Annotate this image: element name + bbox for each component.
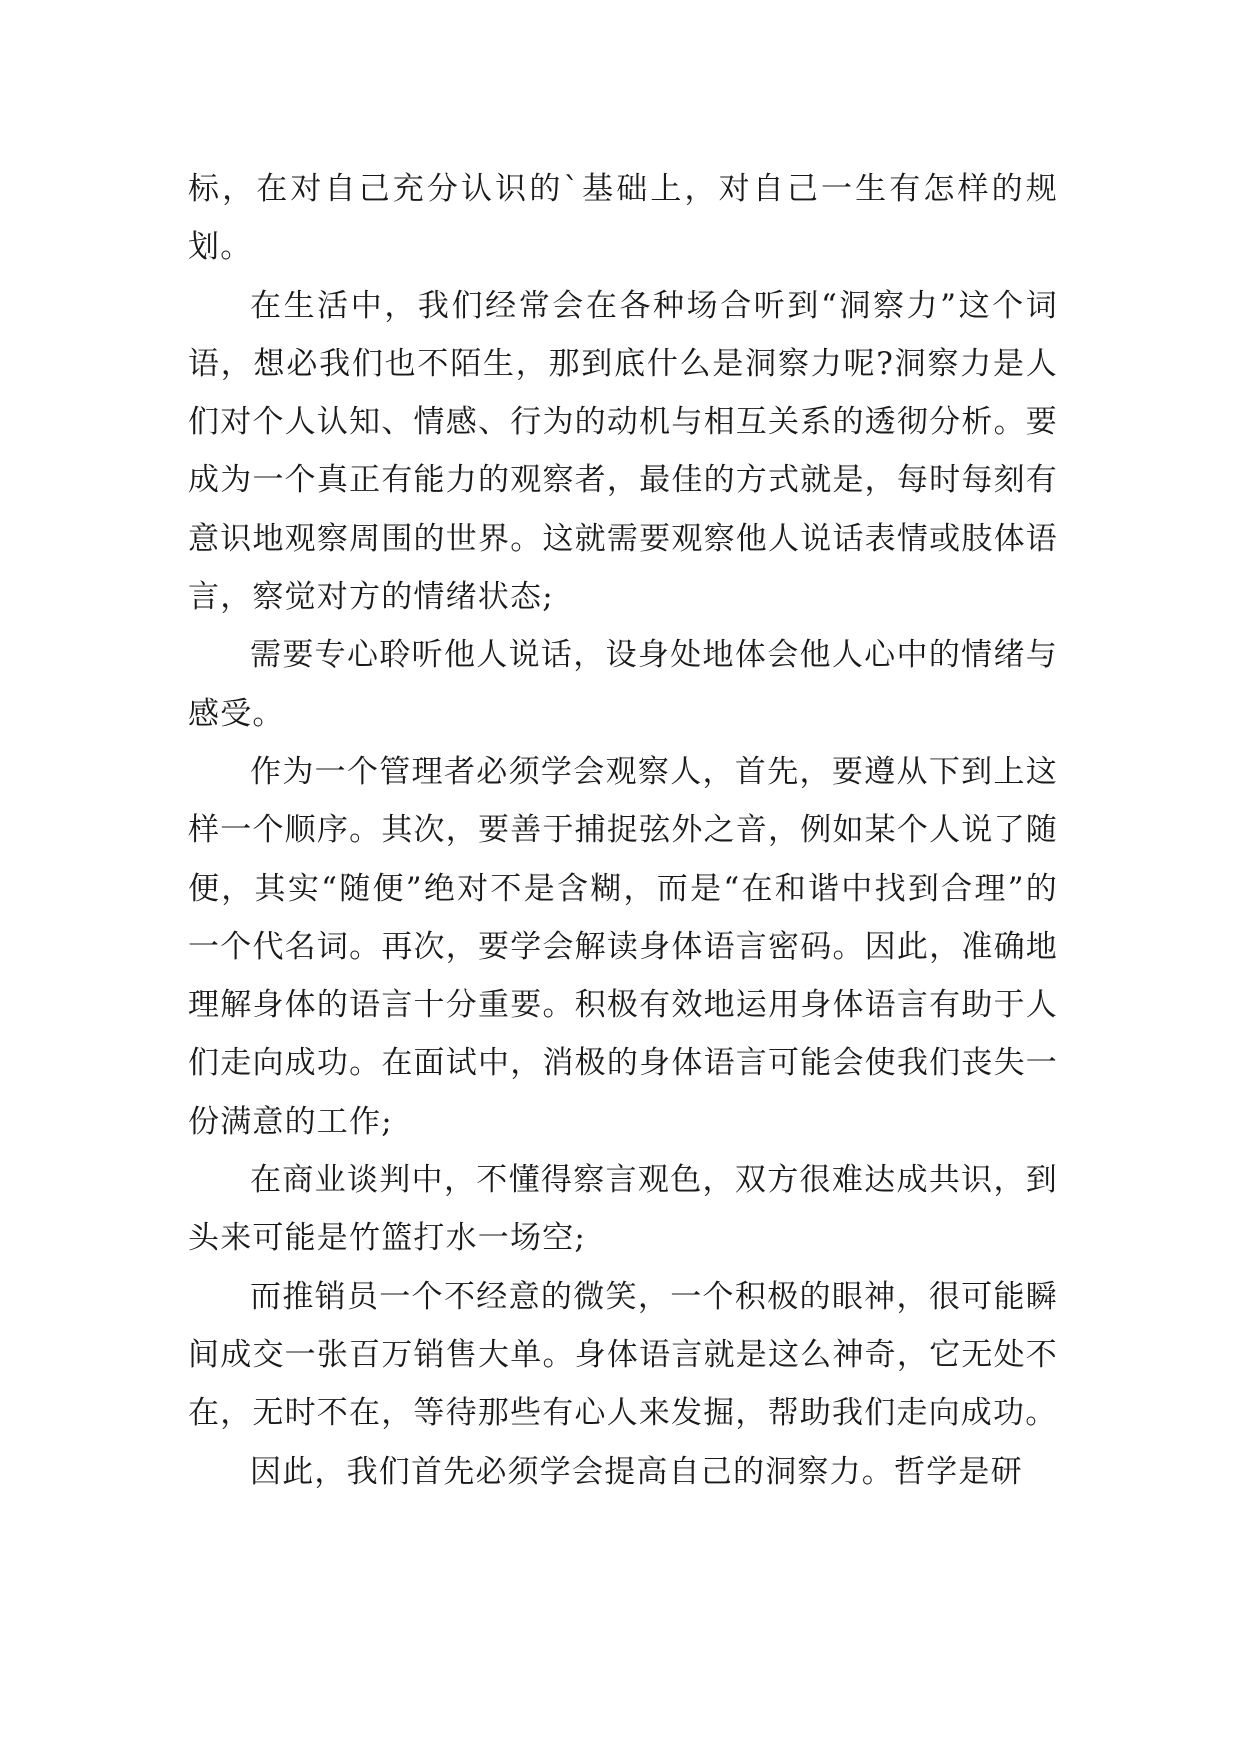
paragraph-7: 因此，我们首先必须学会提高自己的洞察力。哲学是研 — [250, 1453, 1023, 1490]
paragraph-6: 而推销员一个不经意的微笑，一个积极的眼神，很可能瞬间成交一张百万销售大单。身体语言就是这么神奇，它无处不在，无时不在，等待那些有心人来发掘，帮助我们走向成功。 — [188, 1278, 1058, 1432]
document-body — [188, 160, 1058, 1501]
paragraph-5: 在商业谈判中，不懂得察言观色，双方很难达成共识，到头来可能是竹篮打水一场空; — [188, 1162, 1058, 1257]
paragraph-2: 在生活中，我们经常会在各种场合听到“洞察力”这个词语，想必我们也不陌生，那到底什么是洞察力呢?洞察力是人们对个人认知、情感、行为的动机与相互关系的透彻分析。要成为一个真正有能力的观察者，最佳的方式就是，每时每刻有意识地观察周围的世界。这就需要观察他人说话表情或肢体语言，察觉对方的情绪状态; — [188, 287, 1058, 616]
paragraph-1: 标，在对自己充分认识的`基础上，对自己一生有怎样的规划。 — [188, 171, 1058, 266]
paragraph-3: 需要专心聆听他人说话，设身处地体会他人心中的情绪与感受。 — [188, 637, 1058, 732]
paragraph-4: 作为一个管理者必须学会观察人，首先，要遵从下到上这样一个顺序。其次，要善于捕捉弦外之音，例如某个人说了随便，其实“随便”绝对不是含糊，而是“在和谐中找到合理”的一个代名词。再次，要学会解读身体语言密码。因此，准确地理解身体的语言十分重要。积极有效地运用身体语言有助于人们走向成功。在面试中，消极的身体语言可能会使我们丧失一份满意的工作; — [188, 753, 1058, 1140]
